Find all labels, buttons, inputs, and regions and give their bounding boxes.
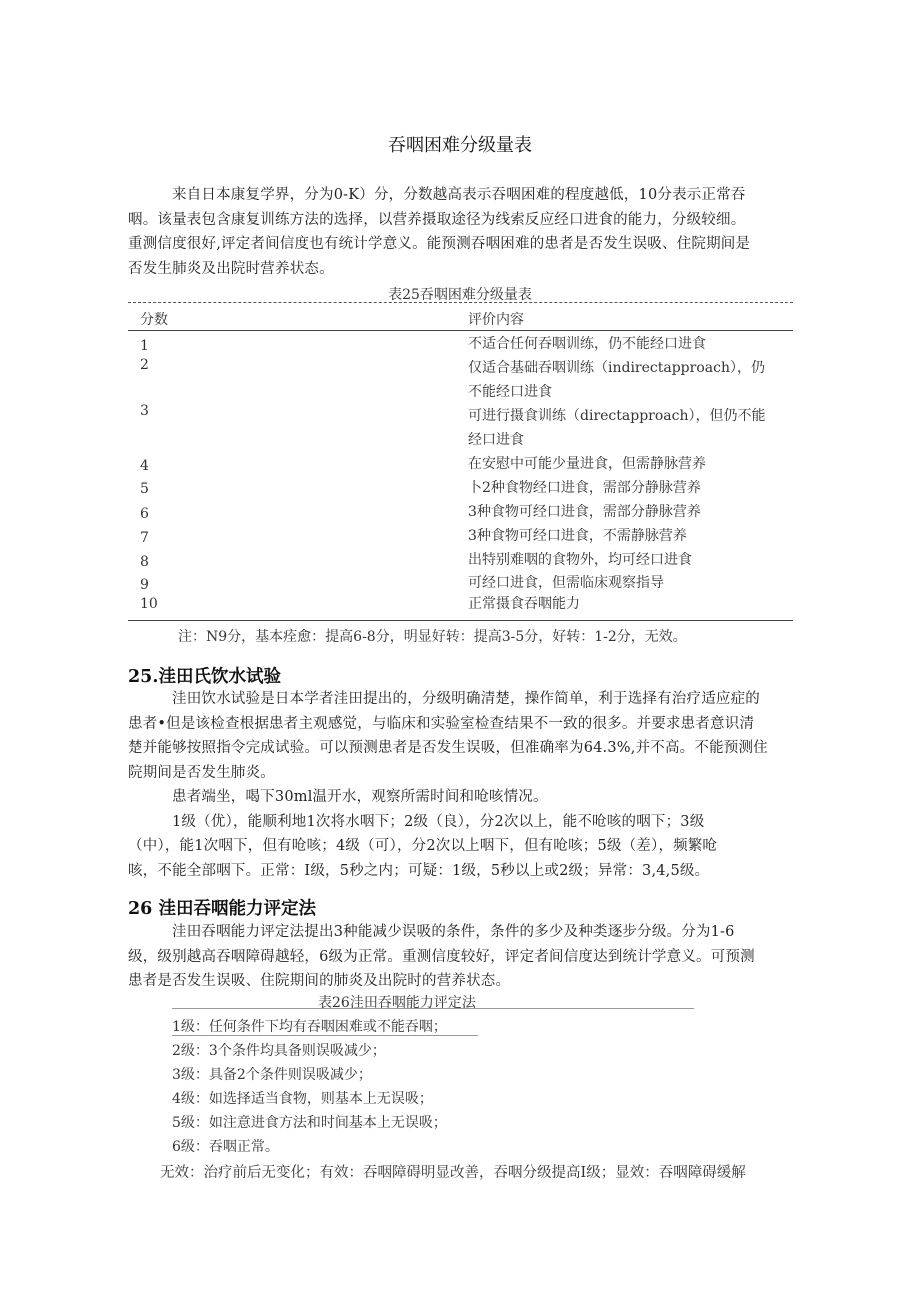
table-score-cell: 4 <box>140 458 149 474</box>
table-header-rule <box>128 330 793 331</box>
section-25-heading <box>128 663 281 688</box>
intro-line: 否发生肺炎及出院时营养状态。 <box>128 260 334 277</box>
section-26-footer: 无效：治疗前后无变化；有效：吞咽障碍明显改善，吞咽分级提高I级；显效：吞咽障碍缓解 <box>160 1165 746 1181</box>
table-content-cell: 可进行摄食训练（directapproach），但仍不能 <box>468 408 766 424</box>
table-score-cell: 10 <box>140 596 158 612</box>
table-content-cell: 不能经口进食 <box>468 384 552 400</box>
intro-line: 来自日本康复学界，分为0-K）分，分数越高表示吞咽困难的程度越低，10分表示正常吞 <box>172 187 746 203</box>
table-header-content: 评价内容 <box>468 312 524 328</box>
intro-line: 重测信度很好,评定者间信度也有统计学意义。能预测吞咽困难的患者是否发生误吸、住院期间是 <box>128 236 751 252</box>
section-25-paragraph <box>128 687 793 883</box>
table25-caption: 表25吞咽困难分级量表 <box>388 287 532 303</box>
table-score-cell: 5 <box>140 481 149 497</box>
para-line: 患者端坐，喝下30ml温开水，观察所需时间和呛咳情况。 <box>172 789 548 805</box>
table-content-cell: 在安慰中可能少量进食，但需静脉营养 <box>468 456 706 472</box>
section-title: 洼田吞咽能力评定法 <box>158 899 316 919</box>
table26-caption: 表26洼田吞咽能力评定法 <box>318 995 476 1011</box>
level-underline <box>172 1035 478 1036</box>
para-line: 院期间是否发生肺炎。 <box>128 764 275 781</box>
table-score-cell: 9 <box>140 577 149 593</box>
table-score-cell: 6 <box>140 506 149 522</box>
table-top-rule <box>128 302 793 303</box>
table-content-cell: 正常摄食吞咽能力 <box>468 596 580 612</box>
para-line: 患者是否发生误吸、住院期间的肺炎及出院时的营养状态。 <box>128 973 511 989</box>
section-26-heading <box>128 895 316 920</box>
table25-note: 注：N9分，基本痊愈：提高6-8分，明显好转：提高3-5分，好转：1-2分，无效。 <box>178 629 687 645</box>
section-title: 洼田氏饮水试验 <box>158 667 281 687</box>
level-item: 2级：3个条件均具备则误吸减少； <box>172 1043 386 1059</box>
level-item: 6级：吞咽正常。 <box>172 1139 279 1155</box>
table26-top-rule <box>172 1008 694 1009</box>
para-line: （中），能1次咽下，但有呛咳；4级（可），分2次以上咽下，但有呛咳；5级（差），频繁呛 <box>128 838 718 854</box>
table-content-cell: 3种食物可经口进食，不需静脉营养 <box>468 528 687 544</box>
table-content-cell: 出特别难咽的食物外，均可经口进食 <box>468 552 692 568</box>
table-score-cell: 7 <box>140 530 149 546</box>
table-content-cell: 经口进食 <box>468 432 524 448</box>
para-line: 楚并能够按照指令完成试验。可以预测患者是否发生误吸，但准确率为64.3%,并不高。不能预测住 <box>128 740 768 756</box>
table-bottom-rule <box>128 620 793 621</box>
intro-line: 咽。该量表包含康复训练方法的选择，以营养摄取途径为线索反应经口进食的能力，分级较细。 <box>128 211 746 228</box>
para-line: 洼田饮水试验是日本学者洼田提出的，分级明确清楚，操作简单，利于选择有治疗适应症的 <box>172 691 760 707</box>
table-score-cell: 2 <box>140 357 149 373</box>
level-item: 1级：任何条件下均有吞咽困难或不能吞咽； <box>172 1019 447 1035</box>
table-content-cell: 卜2种食物经口进食，需部分静脉营养 <box>468 480 701 496</box>
intro-paragraph <box>128 183 793 281</box>
table-content-cell: 3种食物可经口进食，需部分静脉营养 <box>468 504 701 520</box>
table-header-score: 分数 <box>140 312 168 328</box>
table-content-cell: 可经口进食，但需临床观察指导 <box>468 575 664 591</box>
section-number: 25. <box>128 667 159 687</box>
section-number: 26 <box>128 899 153 919</box>
table-score-cell: 1 <box>140 338 149 354</box>
section-26-paragraph <box>128 920 793 994</box>
para-line: 洼田吞咽能力评定法提出3种能减少误吸的条件，条件的多少及种类逐步分级。分为1-6 <box>172 924 735 940</box>
level-item: 3级：具备2个条件则误吸减少； <box>172 1067 372 1083</box>
level-item: 4级：如选择适当食物，则基本上无误吸； <box>172 1091 433 1107</box>
table-content-cell: 仅适合基础吞咽训练（indirectapproach），仍 <box>468 360 765 376</box>
page-title: 吞咽困难分级量表 <box>388 135 532 156</box>
para-line: 1级（优），能顺利地1次将水咽下；2级（良），分2次以上，能不呛咳的咽下；3级 <box>172 813 705 830</box>
level-item: 5级：如注意进食方法和时间基本上无误吸； <box>172 1115 447 1131</box>
table-score-cell: 8 <box>140 554 149 570</box>
para-line: 患者•但是该检查根据患者主观感觉，与临床和实验室检查结果不一致的很多。并要求患者意识清 <box>128 715 755 732</box>
para-line: 级，级别越高吞咽障碍越轻，6级为正常。重测信度较好，评定者间信度达到统计学意义。可预测 <box>128 948 755 965</box>
table-content-cell: 不适合任何吞咽训练，仍不能经口进食 <box>468 336 706 352</box>
para-line: 咳，不能全部咽下。正常：I级，5秒之内；可疑：1级，5秒以上或2级；异常：3,4,5级。 <box>128 862 710 879</box>
table-score-cell: 3 <box>140 403 149 419</box>
